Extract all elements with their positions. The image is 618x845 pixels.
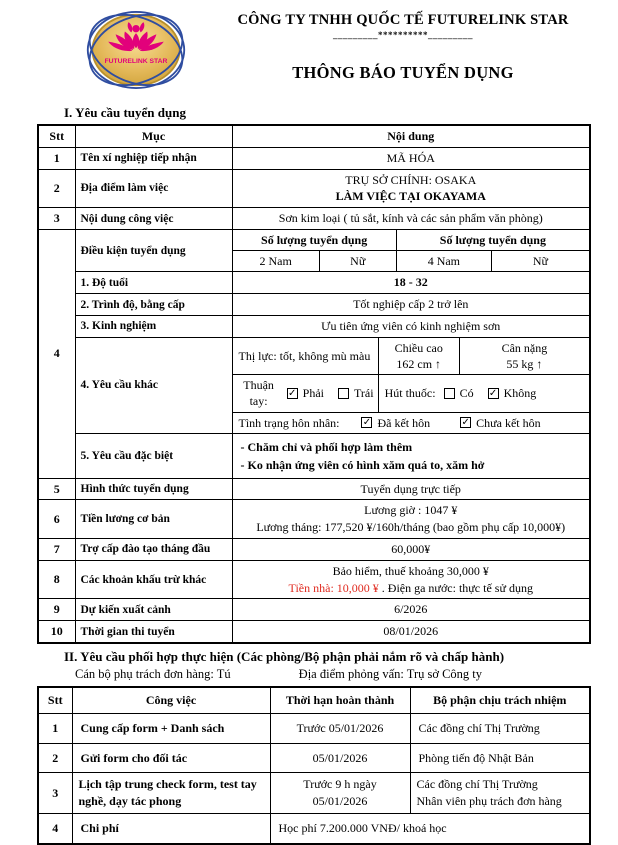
muc-cell: 2. Trình độ, bằng cấp (75, 294, 232, 316)
quantity-male-2: 4 Nam (396, 251, 491, 271)
muc-cell: 3. Kinh nghiệm (75, 315, 232, 337)
recruitment-requirements-table (37, 124, 591, 644)
section2-heading: II. Yêu cầu phối hợp thực hiện (Các phòng/Bộ phận phải nắm rõ và chấp hành) (64, 649, 505, 665)
table-row (38, 147, 590, 169)
column-header-muc: Mục (75, 125, 232, 147)
table-row (38, 433, 590, 478)
muc-cell: Địa điểm làm việc (75, 169, 232, 208)
checkbox-smoking-yes (444, 388, 455, 399)
deductions-line2: Tiền nhà: 10,000 ¥ . Điện ga nước: thực tế sử dụng (288, 580, 533, 595)
value-cell: 6/2026 (232, 599, 590, 621)
company-logo (85, 5, 187, 95)
hourly-wage: Lương giờ : 1047 ¥ (364, 503, 458, 518)
quantity-header-1: Số lượng tuyển dụng (261, 232, 368, 247)
checkbox-married: ✓ (362, 417, 372, 429)
table-row (38, 500, 590, 539)
globe-lotus-logo-icon (85, 5, 187, 95)
vision-requirement: Thị lực: tốt, không mù màu (238, 348, 371, 363)
table-row (38, 315, 590, 337)
muc-cell: Tiền lương cơ bản (75, 500, 232, 539)
muc-cell: Nội dung công việc (75, 208, 232, 230)
table-row (38, 229, 590, 250)
value-cell: 18 - 32 (232, 272, 590, 294)
column-header-stt: Stt (38, 125, 75, 147)
marital-status-group: Tình trạng hôn nhân: ✓ Đã kết hôn ✓ Chưa kết hôn (238, 415, 541, 430)
header-divider: _________**********_________ (333, 30, 473, 40)
table-row (38, 743, 590, 773)
quantity-header-2: Số lượng tuyển dụng (396, 230, 589, 250)
deductions-line1: Bảo hiểm, thuế khoảng 30,000 ¥ (332, 563, 489, 578)
monthly-wage: Lương tháng: 177,520 ¥/160h/tháng (bao gồm phụ cấp 10,000¥) (256, 520, 566, 535)
table-row (38, 294, 590, 316)
muc-cell: Trợ cấp đào tạo tháng đầu (75, 539, 232, 561)
table2-header-row (38, 687, 590, 713)
coordination-table (37, 686, 591, 845)
table-row (38, 621, 590, 643)
quantity-female-1: Nữ (319, 251, 396, 271)
muc-cell: 4. Yêu cầu khác (75, 337, 232, 433)
table1-header-row (38, 125, 590, 147)
department-cell: Phòng tiến độ Nhật Bản (410, 743, 590, 773)
checkbox-right-hand: ✓ (287, 387, 297, 399)
column-header-thoihan: Thời hạn hoàn thành (270, 687, 410, 713)
order-staff-label: Cán bộ phụ trách đơn hàng: Tú (75, 667, 231, 682)
height-requirement: Chiều cao 162 cm ↑ (378, 338, 459, 374)
other-requirements-cell (232, 337, 590, 374)
stt-cell: 4 (38, 814, 72, 844)
marital-status-cell (232, 412, 590, 433)
muc-cell: Điều kiện tuyển dụng (75, 229, 232, 271)
table-row (38, 814, 590, 844)
muc-cell: Thời gian thi tuyển (75, 621, 232, 643)
task-cell: Lịch tập trung check form, test tay nghề, dạy tác phong (72, 773, 270, 814)
value-cell: Sơn kim loại ( tủ sắt, kính và các sản phẩm văn phòng) (232, 208, 590, 230)
stt-cell: 1 (38, 713, 72, 743)
table-row (38, 539, 590, 561)
muc-cell: Tên xí nghiệp tiếp nhận (75, 147, 232, 169)
quantity-male-1: 2 Nam (259, 254, 292, 269)
muc-cell: 5. Yêu cầu đặc biệt (75, 433, 232, 478)
stt-cell: 5 (38, 478, 75, 500)
value-cell (232, 169, 590, 208)
interview-location-label: Địa điểm phỏng vấn: Trụ sở Công ty (298, 667, 483, 682)
task-cell: Cung cấp form + Danh sách (72, 713, 270, 743)
task-cell: Chi phí (72, 814, 270, 844)
stt-cell: 10 (38, 621, 75, 643)
checkbox-smoking-no: ✓ (488, 387, 498, 399)
table-row (38, 337, 590, 374)
column-header-noidung: Nội dung (232, 125, 590, 147)
deadline-cell: 05/01/2026 (270, 743, 410, 773)
smoking-label: Hút thuốc: (384, 386, 436, 401)
muc-cell: 1. Độ tuổi (75, 272, 232, 294)
table-row (38, 599, 590, 621)
rent-deduction-highlight: Tiền nhà: 10,000 ¥ (288, 580, 379, 595)
value-cell (232, 560, 590, 599)
stt-cell: 8 (38, 560, 75, 599)
company-name: CÔNG TY TNHH QUỐC TẾ FUTURELINK STAR (237, 12, 569, 28)
logo-text: FUTURELINK STAR (104, 57, 168, 65)
column-header-bophan: Bộ phận chịu trách nhiệm (410, 687, 590, 713)
document-title: THÔNG BÁO TUYỂN DỤNG (292, 63, 514, 82)
table-row (38, 478, 590, 500)
value-cell: 60,000¥ (232, 539, 590, 561)
quantity-female-2: Nữ (491, 251, 589, 271)
stt-cell: 7 (38, 539, 75, 561)
cost-cell: Học phí 7.200.000 VNĐ/ khoá học (270, 814, 590, 844)
section1-heading: I. Yêu cầu tuyển dụng (64, 105, 186, 120)
handedness-group: Thuận tay: ✓ Phải Trái (233, 375, 378, 411)
table-row (38, 713, 590, 743)
quantity-values-cell (232, 251, 590, 272)
task-cell: Gửi form cho đối tác (72, 743, 270, 773)
table-row (38, 169, 590, 208)
deadline-cell: Trước 05/01/2026 (270, 713, 410, 743)
stt-cell: 6 (38, 500, 75, 539)
stt-cell: 2 (38, 169, 75, 208)
value-cell: MÃ HÓA (232, 147, 590, 169)
quantity-header-cell (232, 229, 590, 250)
muc-cell: Dự kiến xuất cảnh (75, 599, 232, 621)
stt-cell: 4 (38, 229, 75, 478)
handedness-label: Thuận tay: (243, 378, 274, 409)
table-row (38, 208, 590, 230)
smoking-group: Hút thuốc: Có ✓ Không (378, 375, 589, 411)
work-location-line2: LÀM VIỆC TẠI OKAYAMA (335, 189, 486, 204)
column-header-congviec: Công việc (72, 687, 270, 713)
checkbox-single: ✓ (461, 417, 470, 429)
deadline-cell: Trước 9 h ngày 05/01/2026 (270, 773, 410, 814)
table-row (38, 272, 590, 294)
stt-cell: 1 (38, 147, 75, 169)
stt-cell: 3 (38, 208, 75, 230)
work-location-line1: TRỤ SỞ CHÍNH: OSAKA (345, 172, 477, 187)
coordination-info-row (0, 667, 618, 682)
document-header (0, 0, 618, 100)
value-cell: Tuyển dụng trực tiếp (232, 478, 590, 500)
weight-requirement: Cân nặng 55 kg ↑ (459, 338, 589, 374)
muc-cell: Các khoản khấu trừ khác (75, 560, 232, 599)
handedness-smoking-cell (232, 375, 590, 412)
special-requirements-cell: - Chăm chỉ và phối hợp làm thêm - Ko nhận ứng viên có hình xăm quá to, xăm hở (232, 433, 590, 478)
stt-cell: 9 (38, 599, 75, 621)
checkbox-left-hand (338, 388, 349, 399)
value-cell: Ưu tiên ứng viên có kinh nghiệm sơn (232, 315, 590, 337)
table-row (38, 560, 590, 599)
table-row (38, 773, 590, 814)
stt-cell: 2 (38, 743, 72, 773)
column-header-stt: Stt (38, 687, 72, 713)
value-cell: 08/01/2026 (232, 621, 590, 643)
muc-cell: Hình thức tuyển dụng (75, 478, 232, 500)
value-cell: Tốt nghiệp cấp 2 trở lên (232, 294, 590, 316)
department-cell: Các đồng chí Thị Trường (410, 713, 590, 743)
stt-cell: 3 (38, 773, 72, 814)
value-cell (232, 500, 590, 539)
marital-status-label: Tình trạng hôn nhân: (238, 415, 340, 430)
header-text (188, 0, 618, 83)
department-cell: Các đồng chí Thị Trường Nhân viên phụ trách đơn hàng (410, 773, 590, 814)
